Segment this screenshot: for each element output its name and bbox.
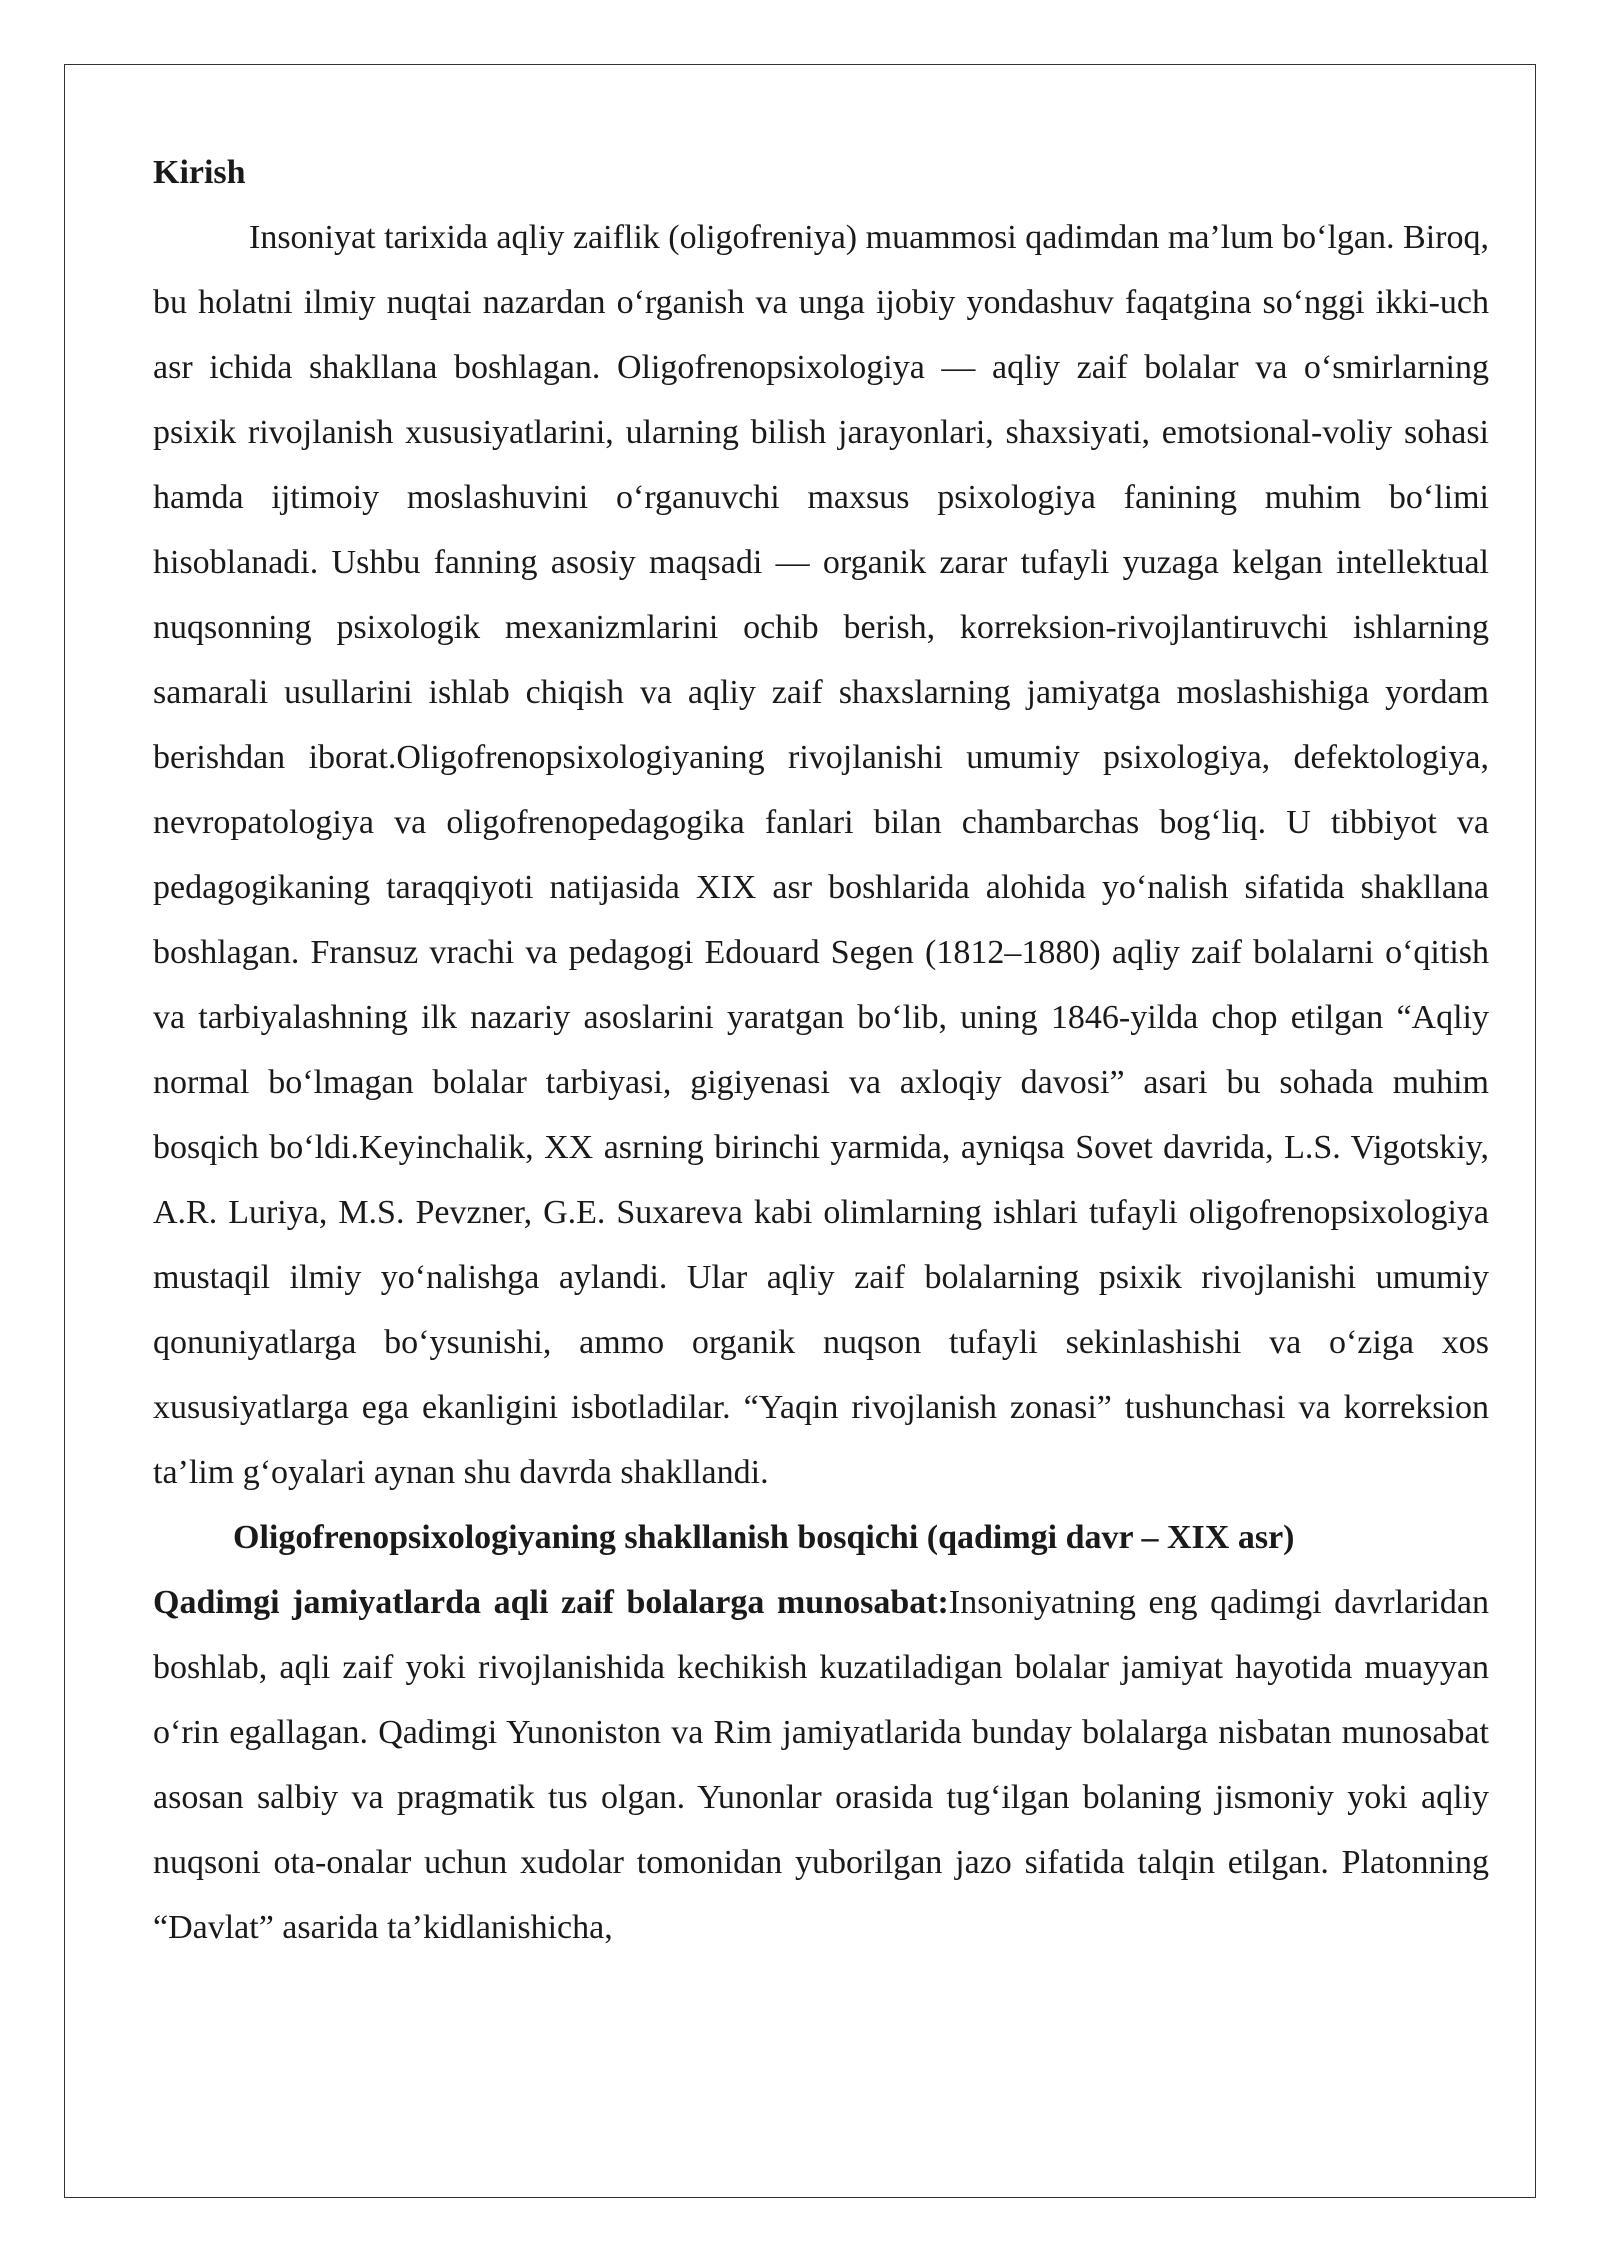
- document-body: [153, 140, 1489, 1960]
- paragraph-body: Insoniyatning eng qadimgi davrlaridan boshlab, aqli zaif yoki rivojlanishida kechikish kuzatiladigan bolalar jamiyat hayotida muayyan o‘rin egallagan. Qadimgi Yunoniston va Rim jamiyatlarida bunday bolalarga nisbatan munosabat asosan salbiy va pragmatik tus olgan. Yunonlar orasida tug‘ilgan bolaning jismoniy yoki aqliy nuqsoni ota-onalar uchun xudolar tomonidan yuborilgan jazo sifatida talqin etilgan. Platonning “Davlat” asarida ta’kidlanishicha,: [153, 1584, 1489, 1946]
- section-title: Oligofrenopsixologiyaning shakllanish bosqichi (qadimgi davr – XIX asr): [233, 1519, 1295, 1556]
- heading-kirish: Kirish: [153, 154, 246, 191]
- paragraph-lead: Qadimgi jamiyatlarda aqli zaif bolalarga munosabat:: [153, 1584, 949, 1621]
- paragraph-intro: Insoniyat tarixida aqliy zaiflik (oligofreniya) muammosi qadimdan ma’lum bo‘lgan. Biroq, bu holatni ilmiy nuqtai nazardan o‘rganish va unga ijobiy yondashuv faqatgina so‘nggi ikki-uch asr ichida shakllana boshlagan. Oligofrenopsixologiya — aqliy zaif bolalar va o‘smirlarning psixik rivojlanish xususiyatlarini, ularning bilish jarayonlari, shaxsiyati, emotsional-voliy sohasi hamda ijtimoiy moslashuvini o‘rganuvchi maxsus psixologiya fanining muhim bo‘limi hisoblanadi. Ushbu fanning asosiy maqsadi — organik zarar tufayli yuzaga kelgan intellektual nuqsonning psixologik mexanizmlarini ochib berish, korreksion-rivojlantiruvchi ishlarning samarali usullarini ishlab chiqish va aqliy zaif shaxslarning jamiyatga moslashishiga yordam berishdan iborat.Oligofrenopsixologiyaning rivojlanishi umumiy psixologiya, defektologiya, nevropatologiya va oligofrenopedagogika fanlari bilan chambarchas bog‘liq. U tibbiyot va pedagogikaning taraqqiyoti natijasida XIX asr boshlarida alohida yo‘nalish sifatida shakllana boshlagan. Fransuz vrachi va pedagogi Edouard Segen (1812–1880) aqliy zaif bolalarni o‘qitish va tarbiyalashning ilk nazariy asoslarini yaratgan bo‘lib, uning 1846-yilda chop etilgan “Aqliy normal bo‘lmagan bolalar tarbiyasi, gigiyenasi va axloqiy davosi” asari bu sohada muhim bosqich bo‘ldi.Keyinchalik, XX asrning birinchi yarmida, ayniqsa Sovet davrida, L.S. Vigotskiy, A.R. Luriya, M.S. Pevzner, G.E. Suxareva kabi olimlarning ishlari tufayli oligofrenopsixologiya mustaqil ilmiy yo‘nalishga aylandi. Ular aqliy zaif bolalarning psixik rivojlanishi umumiy qonuniyatlarga bo‘ysunishi, ammo organik nuqson tufayli sekinlashishi va o‘ziga xos xususiyatlarga ega ekanligini isbotladilar. “Yaqin rivojlanish zonasi” tushunchasi va korreksion ta’lim g‘oyalari aynan shu davrda shakllandi.: [153, 219, 1489, 1491]
- paragraph-ancient-societies: [153, 1570, 1489, 1960]
